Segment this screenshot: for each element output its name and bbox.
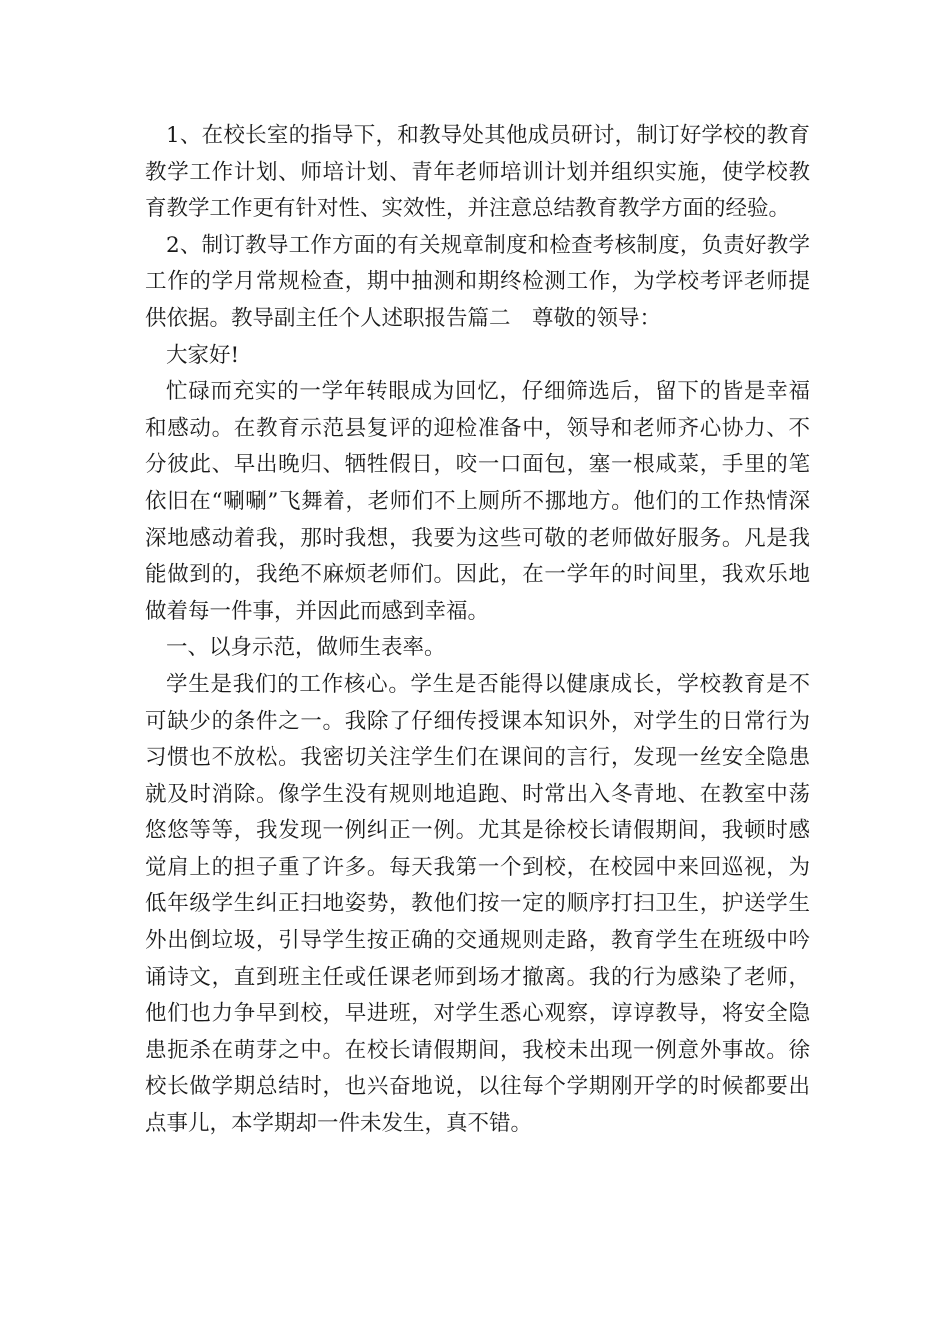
document-body [145, 118, 810, 1143]
paragraph-greeting: 大家好! [166, 342, 240, 368]
paragraph-4: 学生是我们的工作核心。学生是否能得以健康成长，学校教育是不可缺少的条件之一。我除了仔细传授课本知识外，对学生的日常行为习惯也不放松。我密切关注学生们在课间的言行，发现一丝安全隐患就及时消除。像学生没有规则地追跑、时常出入冬青地、在教室中荡悠悠等等，我发现一例纠正一例。尤其是徐校长请假期间，我顿时感觉肩上的担子重了许多。每天我第一个到校，在校园中来回巡视，为低年级学生纠正扫地姿势，教他们按一定的顺序打扫卫生，护送学生外出倒垃圾，引导学生按正确的交通规则走路，教育学生在班级中吟诵诗文，直到班主任或任课老师到场才撤离。我的行为感染了老师，他们也力争早到校，早进班，对学生悉心观察，谆谆教导，将安全隐患扼杀在萌芽之中。在校长请假期间，我校未出现一例意外事故。徐校长做学期总结时，也兴奋地说，以往每个学期刚开学的时候都要出点事儿，本学期却一件未发生，真不错。 [145, 671, 810, 1137]
paragraph-3: 忙碌而充实的一学年转眼成为回忆，仔细筛选后，留下的皆是幸福和感动。在教育示范县复评的迎检准备中，领导和老师齐心协力、不分彼此、早出晚归、牺牲假日，咬一口面包，塞一根咸菜，手里的笔依旧在“唰唰”飞舞着，老师们不上厕所不挪地方。他们的工作热情深深地感动着我，那时我想，我要为这些可敬的老师做好服务。凡是我能做到的，我绝不麻烦老师们。因此，在一学年的时间里，我欢乐地做着每一件事，并因此而感到幸福。 [145, 379, 810, 624]
paragraph-1: 1、在校长室的指导下，和教导处其他成员研讨，制订好学校的教育教学工作计划、师培计划、青年老师培训计划并组织实施，使学校教育教学工作更有针对性、实效性，并注意总结教育教学方面的经验。 [145, 123, 810, 222]
section-heading-1: 一、以身示范，做师生表率。 [166, 635, 446, 661]
paragraph-2: 2、制订教导工作方面的有关规章制度和检查考核制度，负责好教学工作的学月常规检查，期中抽测和期终检测工作，为学校考评老师提供依据。教导副主任个人述职报告篇二 尊敬的领导： [145, 232, 810, 331]
